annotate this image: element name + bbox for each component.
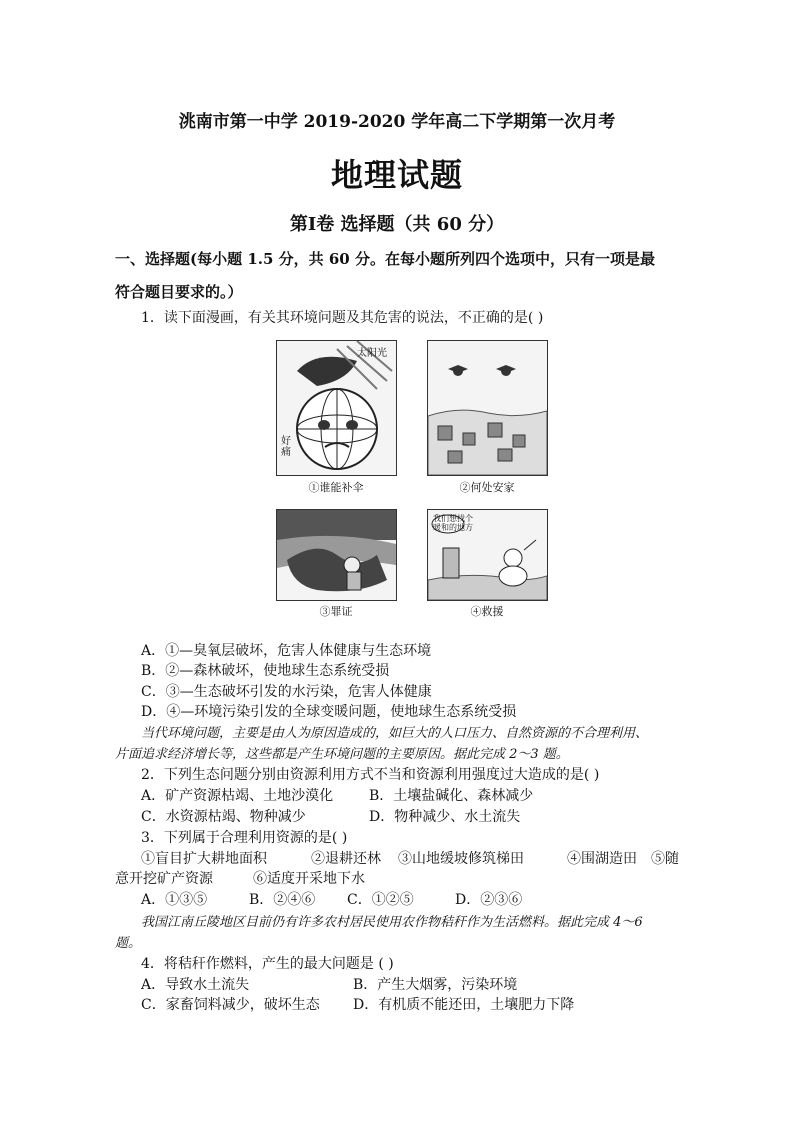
q3-item-4: ④围湖造田 [567,851,637,867]
q3-option-a: A．①③⑤ [141,892,208,908]
q3-option-c: C．①②⑤ [347,892,414,908]
q4-option-a: A．导致水土流失 [141,977,250,993]
q2-option-b: B．土壤盐碱化、森林减少 [369,788,534,804]
section-instruction-line1: 一、选择题(每小题 1.5 分，共 60 分。在每小题所列四个选项中，只有一项是最 [115,250,655,268]
cartoon-ozone-side-label: 好痛 [281,436,291,458]
passage2-line2: 题。 [115,936,142,951]
q3-option-b: B．②④⑥ [249,892,316,908]
cartoon-water-pollution [276,509,397,601]
section-instruction-line2: 符合题目要求的。） [115,283,243,301]
cartoon-water-pollution-drawing [277,510,396,600]
passage2-line1: 我国江南丘陵地区目前仍有许多农村居民使用农作物秸秆作为生活燃料。据此完成 4～6 [141,915,643,930]
q1-option-a: A．①—臭氧层破坏，危害人体健康与生态环境 [141,643,432,659]
part-heading: 第Ⅰ卷 选择题（共 60 分） [289,214,505,235]
school-exam-line: 洮南市第一中学 2019-2020 学年高二下学期第一次月考 [178,112,616,132]
cartoon-deforestation-caption: ②何处安家 [459,481,515,494]
q1-option-d: D．④—环境污染引发的全球变暖问题，使地球生态系统受损 [141,704,517,720]
q3-item-5-start: ⑤随 [651,851,679,867]
q4-stem: 4．将秸秆作燃料，产生的最大问题是 ( ) [141,956,394,972]
q3-item-5-end: 意开挖矿产资源 [115,871,213,887]
passage1-line2: 片面追求经济增长等，这些都是产生环境问题的主要原因。据此完成 2～3 题。 [115,747,569,762]
cartoon-ozone-caption: ①谁能补伞 [308,481,364,494]
q3-item-2: ②退耕还林 [311,851,381,867]
q2-stem: 2．下列生态问题分别由资源利用方式不当和资源利用强度过大造成的是( ) [141,767,600,783]
paper-title: 地理试题 [330,156,463,194]
q2-option-a: A．矿产资源枯竭、土地沙漠化 [141,788,334,804]
q3-item-6: ⑥适度开采地下水 [253,871,365,887]
cartoon-deforestation-drawing [428,341,547,475]
q3-item-3: ③山地缓坡修筑梯田 [398,851,524,867]
cartoon-deforestation [427,340,548,476]
q3-item-1: ①盲目扩大耕地面积 [141,851,267,867]
q3-stem: 3．下列属于合理利用资源的是( ) [141,830,348,846]
q1-stem: 1．读下面漫画，有关其环境问题及其危害的说法，不正确的是( ) [141,310,544,326]
q4-option-d: D．有机质不能还田，土壤肥力下降 [353,997,575,1013]
q4-option-b: B．产生大烟雾，污染环境 [353,977,518,993]
q2-option-c: C．水资源枯竭、物种减少 [141,809,306,825]
cartoon-ozone [276,340,397,476]
cartoon-global-warming [427,509,548,601]
cartoon-global-warming-caption: ④救援 [470,605,504,618]
passage1-line1: 当代环境问题，主要是由人为原因造成的，如巨大的人口压力、自然资源的不合理利用、 [141,726,649,741]
cartoon-ozone-drawing [277,341,396,475]
cartoon-water-pollution-caption: ③罪证 [319,605,353,618]
q4-option-c: C．家畜饲料减少，破坏生态 [141,997,320,1013]
q1-option-b: B．②—森林破坏，使地球生态系统受损 [141,663,390,679]
q3-option-d: D．②③⑥ [455,892,523,908]
cartoon-ozone-sun-label: 太阳光 [357,348,387,359]
q1-option-c: C．③—生态破坏引发的水污染，危害人体健康 [141,684,432,700]
cartoon-global-warming-bubble: 我们想找个暖和的地方 [433,514,473,532]
q2-option-d: D．物种减少、水土流失 [369,809,521,825]
